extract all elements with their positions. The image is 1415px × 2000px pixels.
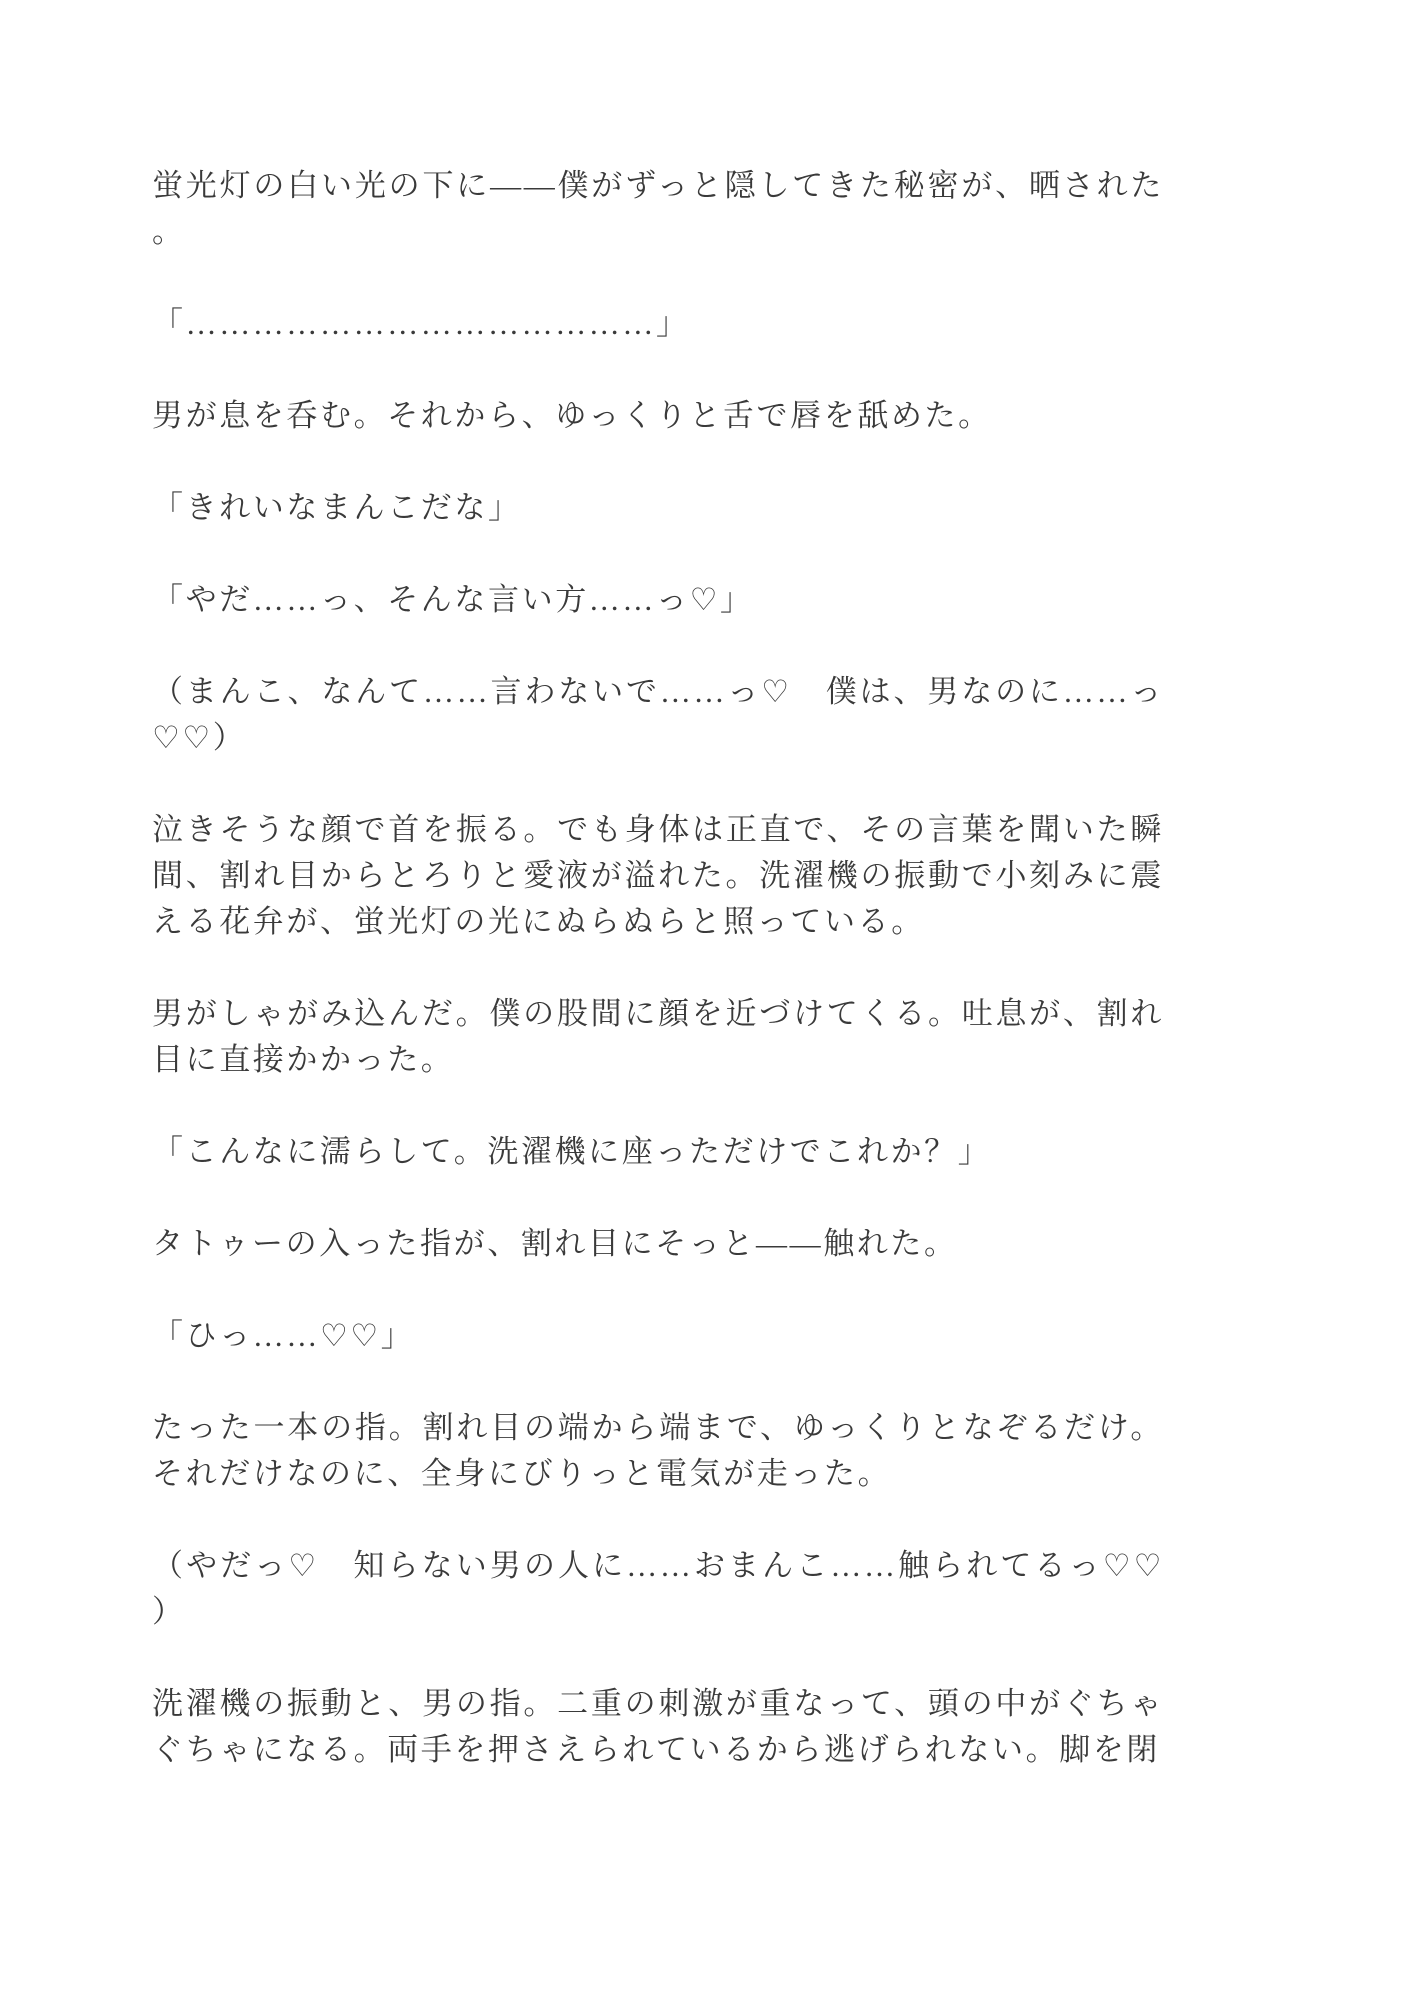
paragraph: 「やだ……っ、そんな言い方……っ♡」 (152, 582, 754, 617)
paragraph: 「……………………………………」 (152, 306, 690, 341)
paragraph: 男が息を呑む。それから、ゆっくりと舌で唇を舐めた。 (152, 398, 992, 433)
paragraph: 「ひっ……♡♡」 (152, 1318, 415, 1353)
paragraph: （やだっ♡ 知らない男の人に……おまんこ……触られてるっ♡♡） (152, 1548, 1164, 1629)
paragraph: 泣きそうな顔で首を振る。でも身体は正直で、その言葉を聞いた瞬間、割れ目からとろりと愛液が溢れた。洗濯機の振動で小刻みに震える花弁が、蛍光灯の光にぬらぬらと照っている。 (152, 812, 1164, 939)
paragraph: 洗濯機の振動と、男の指。二重の刺激が重なって、頭の中がぐちゃぐちゃになる。両手を押さえられているから逃げられない。脚を閉 (152, 1686, 1164, 1767)
paragraph: たった一本の指。割れ目の端から端まで、ゆっくりとなぞるだけ。それだけなのに、全身にびりっと電気が走った。 (152, 1410, 1164, 1491)
story-text-column (152, 163, 1164, 1773)
paragraph: タトゥーの入った指が、割れ目にそっと——触れた。 (152, 1226, 958, 1261)
paragraph: 蛍光灯の白い光の下に——僕がずっと隠してきた秘密が、晒された。 (152, 168, 1164, 249)
paragraph: 男がしゃがみ込んだ。僕の股間に顔を近づけてくる。吐息が、割れ目に直接かかった。 (152, 996, 1164, 1077)
paragraph: 「きれいなまんこだな」 (152, 490, 522, 525)
paragraph: 「こんなに濡らして。洗濯機に座っただけでこれか？」 (152, 1134, 992, 1169)
paragraph: （まんこ、なんて……言わないで……っ♡ 僕は、男なのに……っ♡♡） (152, 674, 1164, 755)
